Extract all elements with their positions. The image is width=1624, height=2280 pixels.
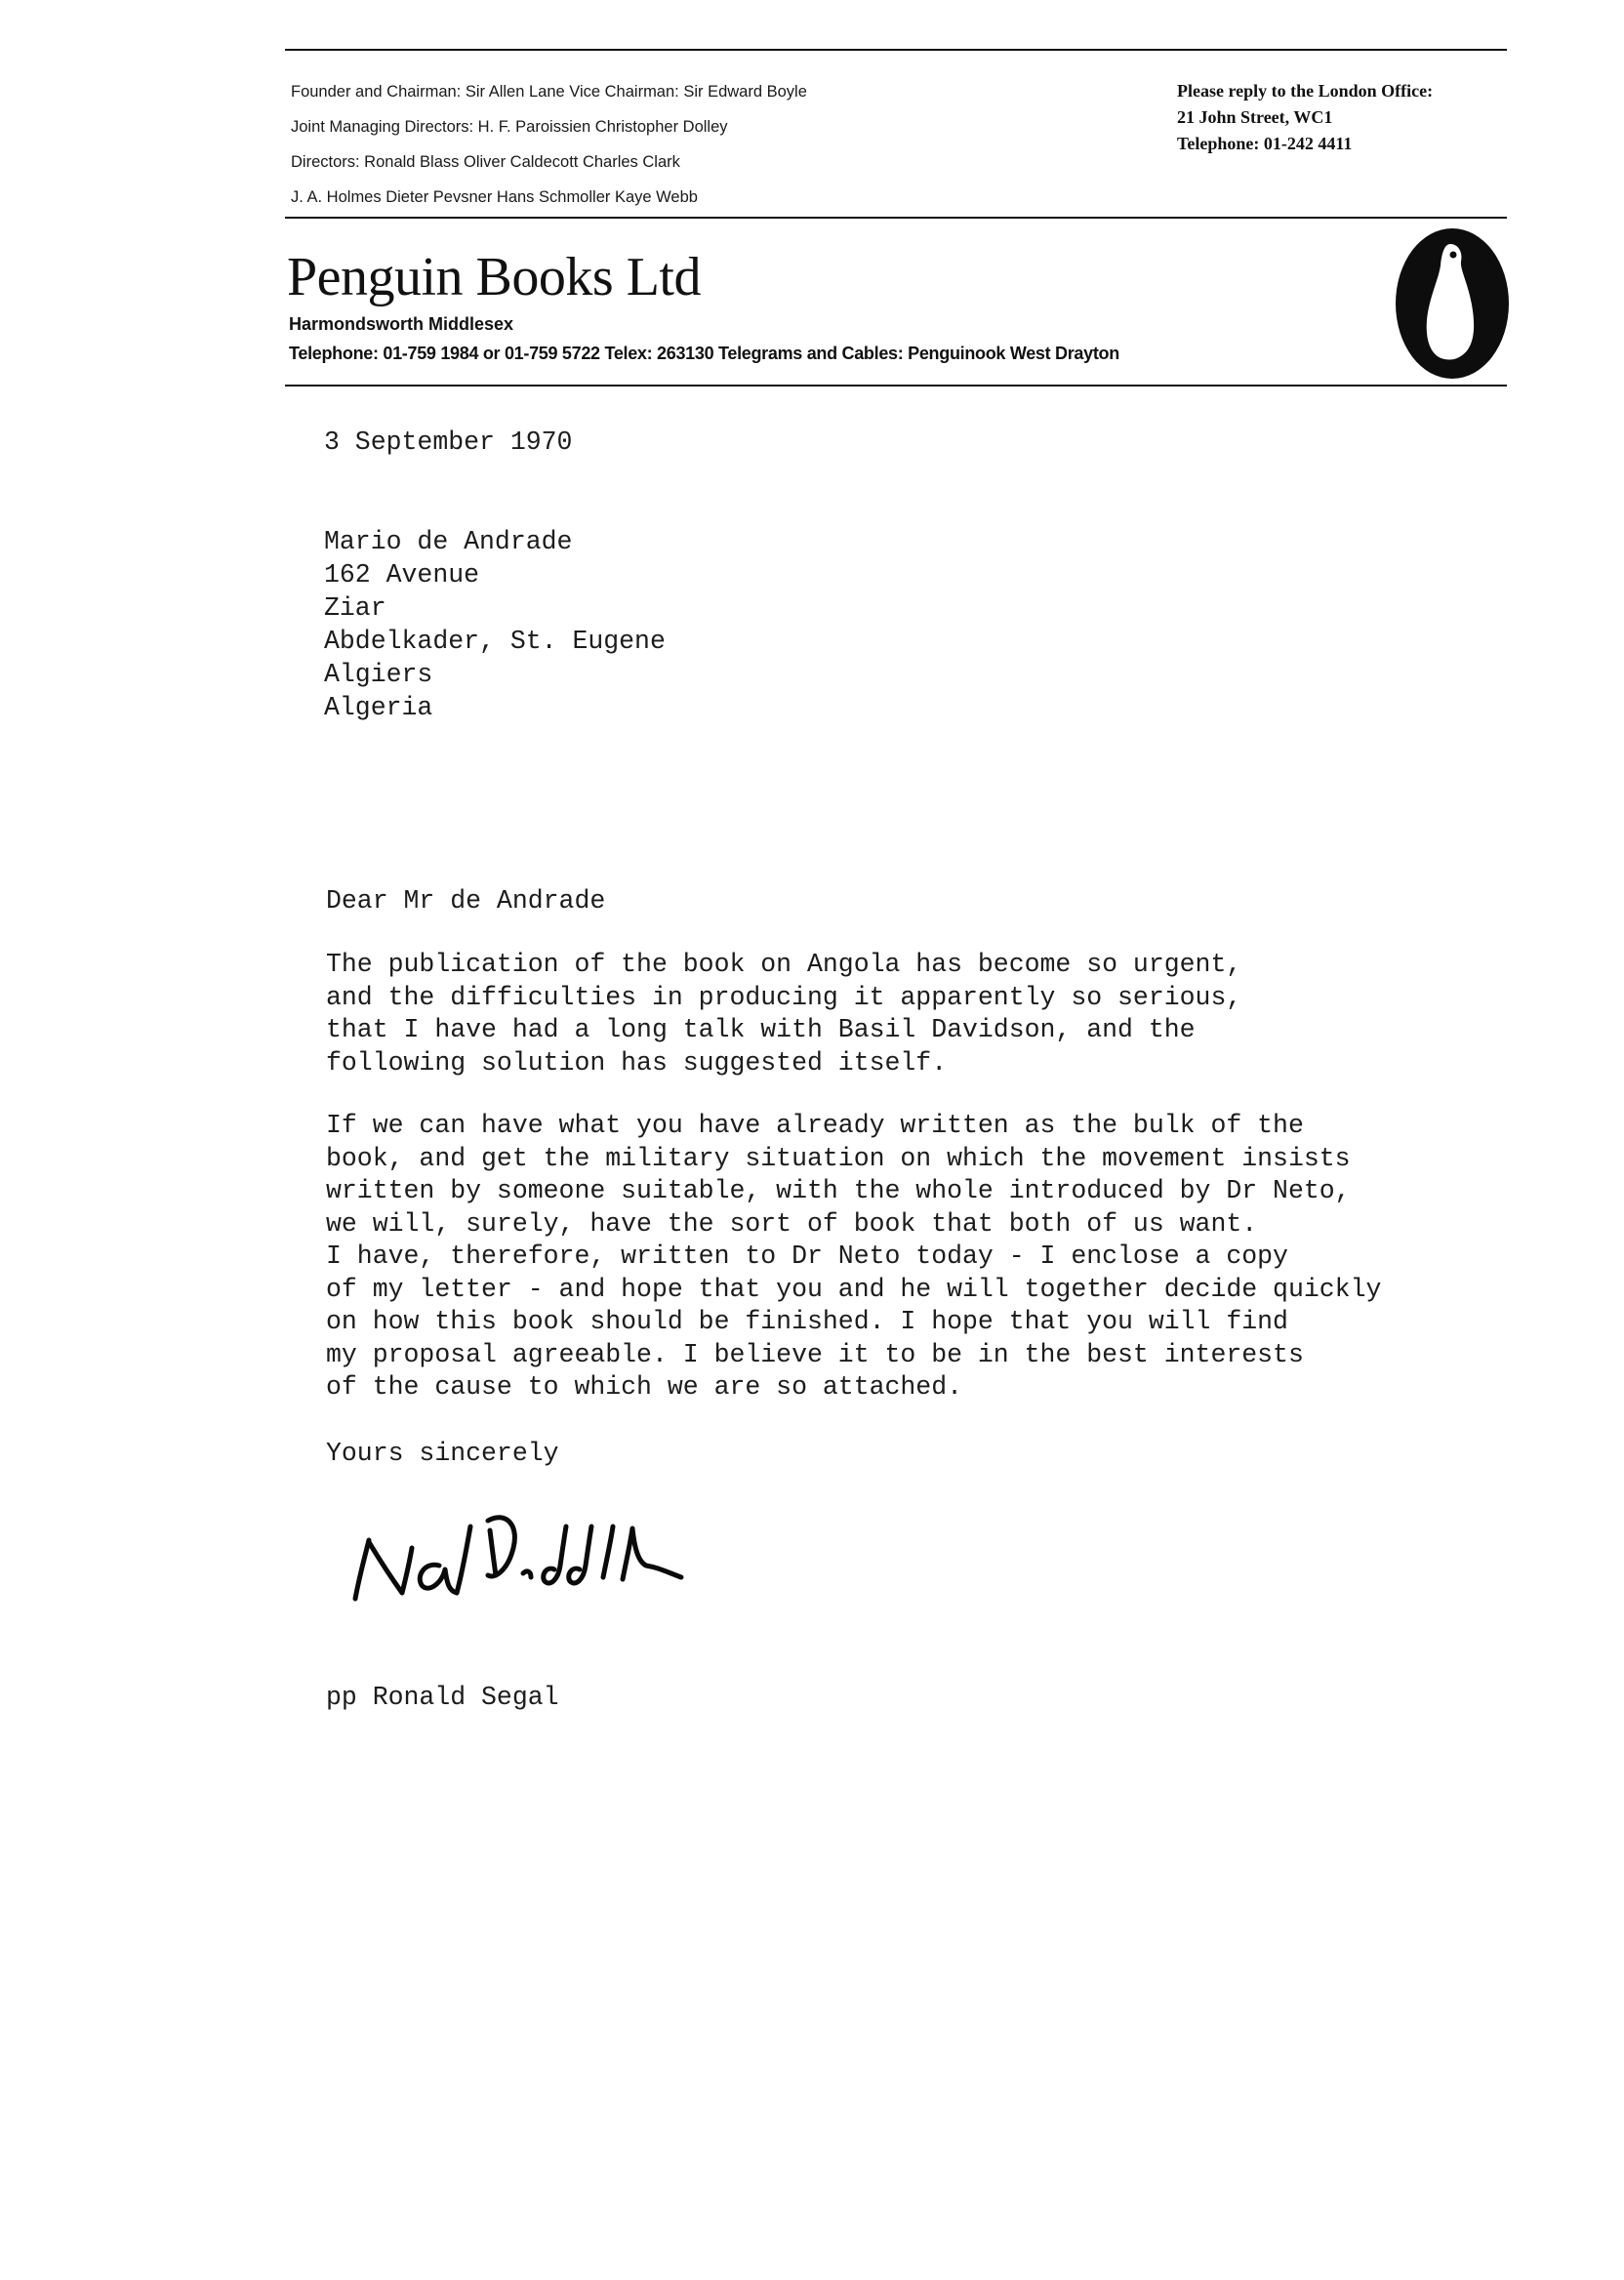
directors-line: Joint Managing Directors: H. F. Paroissien Christopher Dolley — [291, 118, 728, 136]
address-line: Ziar — [324, 593, 386, 623]
closing: Yours sincerely — [326, 1439, 559, 1468]
directors-line: J. A. Holmes Dieter Pevsner Hans Schmoller Kaye Webb — [291, 188, 698, 206]
body-line: that I have had a long talk with Basil Davidson, and the — [326, 1015, 1196, 1044]
directors-list — [291, 74, 1052, 215]
body-line: If we can have what you have already written as the bulk of the — [326, 1111, 1304, 1140]
salutation: Dear Mr de Andrade — [326, 886, 606, 916]
address-line: Abdelkader, St. Eugene — [324, 627, 666, 656]
reply-line: Please reply to the London Office: — [1177, 81, 1434, 101]
company-location: Harmondsworth Middlesex — [289, 314, 514, 334]
body-line: written by someone suitable, with the whole introduced by Dr Neto, — [326, 1176, 1351, 1205]
letterhead-bottom-rule — [285, 385, 1507, 387]
body-paragraph-1 — [326, 949, 1241, 1079]
body-line: The publication of the book on Angola has become so urgent, — [326, 950, 1242, 979]
address-line: Algeria — [324, 693, 433, 722]
letter-date: 3 September 1970 — [324, 428, 573, 457]
directors-line: Founder and Chairman: Sir Allen Lane Vice Chairman: Sir Edward Boyle — [291, 83, 807, 101]
reply-address — [1177, 78, 1433, 157]
body-line: and the difficulties in producing it apparently so serious, — [326, 982, 1242, 1012]
reply-line: Telephone: 01-242 4411 — [1177, 134, 1353, 153]
handwritten-signature-icon — [342, 1484, 761, 1620]
body-line: following solution has suggested itself. — [326, 1047, 948, 1078]
company-contact: Telephone: 01-759 1984 or 01-759 5722 Telex: 263130 Telegrams and Cables: Penguinook West Drayton — [289, 344, 1119, 363]
body-line: I have, therefore, written to Dr Neto today - I enclose a copy — [326, 1242, 1288, 1271]
penguin-logo-icon — [1394, 226, 1511, 381]
body-line: we will, surely, have the sort of book that both of us want. — [326, 1208, 1258, 1239]
address-line: Mario de Andrade — [324, 527, 573, 556]
signatory-name: pp Ronald Segal — [326, 1683, 559, 1712]
header-rule — [285, 217, 1507, 219]
body-line: my proposal agreeable. I believe it to be in the best interests — [326, 1339, 1304, 1369]
reply-line: 21 John Street, WC1 — [1177, 107, 1333, 127]
top-rule — [285, 49, 1507, 51]
body-line: of the cause to which we are so attached. — [326, 1372, 963, 1402]
body-line: of my letter - and hope that you and he will together decide quickly — [326, 1274, 1382, 1304]
recipient-address — [324, 525, 666, 724]
address-line: Algiers — [324, 660, 433, 689]
body-line: book, and get the military situation on which the movement insists — [326, 1143, 1351, 1173]
body-paragraph-2 — [326, 1110, 1381, 1405]
directors-line: Directors: Ronald Blass Oliver Caldecott Charles Clark — [291, 153, 680, 171]
body-line: on how this book should be finished. I hope that you will find — [326, 1307, 1288, 1336]
address-line: 162 Avenue — [324, 560, 480, 590]
company-name: Penguin Books Ltd — [287, 247, 701, 307]
